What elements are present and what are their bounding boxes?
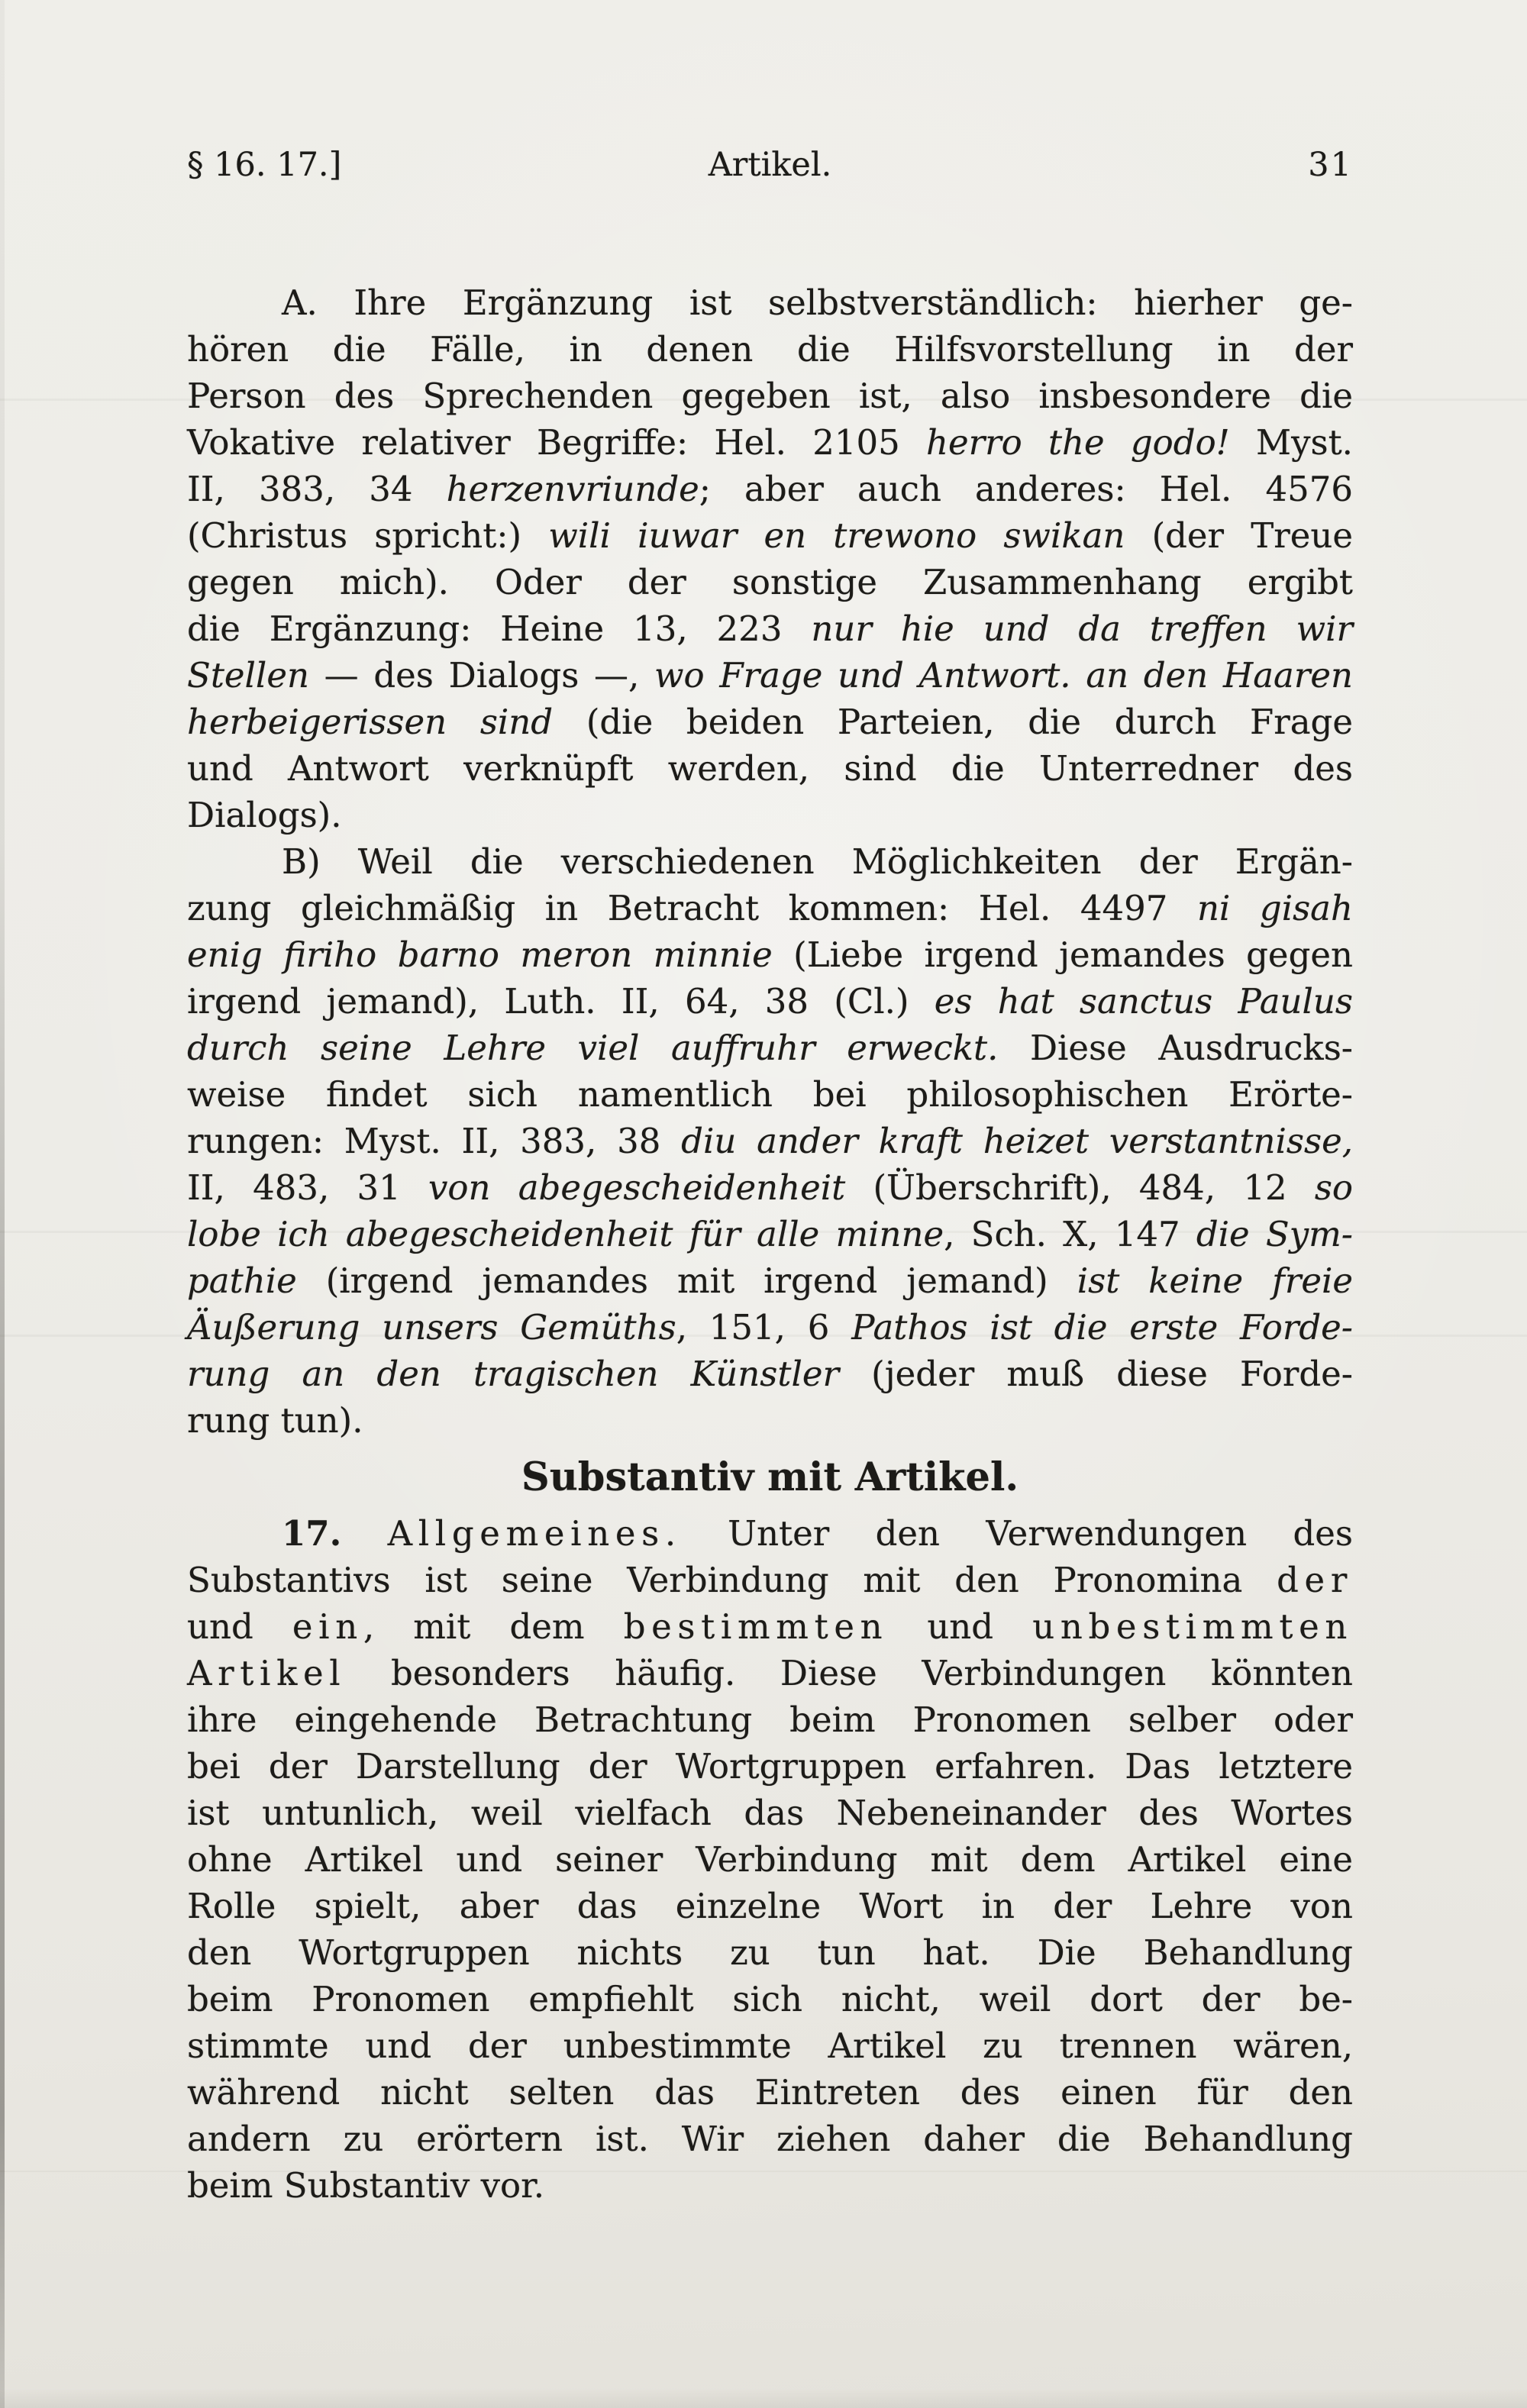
body-text-segment: rungen: Myst. II, 383, 38 bbox=[187, 1121, 682, 1161]
text-line bbox=[187, 1397, 1353, 1444]
body-text-segment: den Wortgruppen nichts zu tun hat. Die Behandlung bbox=[187, 1932, 1353, 1973]
body-text-segment: ohne Artikel und seiner Verbindung mit dem Artikel eine bbox=[187, 1839, 1353, 1880]
body-text-segment: , Sch. X, 147 bbox=[944, 1214, 1196, 1254]
body-text-segment: Allgemeines. bbox=[387, 1513, 682, 1554]
body-text-segment: während nicht selten das Eintreten des einen für den bbox=[187, 2072, 1353, 2113]
text-line bbox=[187, 1836, 1353, 1883]
body-text-segment: Vokative relativer Begriffe: Hel. 2105 bbox=[187, 422, 926, 463]
body-text-segment: bestimmten bbox=[623, 1606, 889, 1647]
text-line bbox=[187, 745, 1353, 792]
text-line bbox=[187, 1650, 1353, 1696]
text-line bbox=[187, 978, 1353, 1025]
quoted-citation-text: enig firiho barno meron minnie bbox=[187, 934, 773, 975]
body-text-segment: beim Substantiv vor. bbox=[187, 2165, 544, 2206]
text-line bbox=[187, 419, 1353, 466]
quoted-citation-text: ist keine freie bbox=[1077, 1260, 1353, 1301]
body-text-segment: — des Dialogs —, bbox=[308, 655, 655, 696]
body-text-segment: die Ergänzung: Heine 13, 223 bbox=[187, 608, 812, 649]
quoted-citation-text: die Sym- bbox=[1196, 1214, 1353, 1254]
body-text-segment: 17. bbox=[282, 1513, 342, 1554]
text-line bbox=[187, 1929, 1353, 1976]
paragraph-a bbox=[187, 279, 1353, 838]
body-text-segment: Artikel bbox=[187, 1653, 347, 1693]
text-line bbox=[187, 699, 1353, 745]
text-line bbox=[187, 2022, 1353, 2069]
text-line bbox=[187, 466, 1353, 512]
body-text-segment: II, 383, 34 bbox=[187, 469, 447, 509]
text-line bbox=[187, 512, 1353, 559]
text-line bbox=[187, 931, 1353, 978]
scan-bottom-shadow bbox=[0, 2388, 1527, 2408]
quoted-citation-text: diu ander kraft heizet verstantnisse, bbox=[681, 1121, 1354, 1161]
body-text-segment: (jeder muß diese Forde- bbox=[838, 1354, 1353, 1394]
text-line bbox=[187, 2069, 1353, 2116]
text-line bbox=[187, 1790, 1353, 1836]
text-line bbox=[187, 1743, 1353, 1790]
text-line bbox=[187, 1118, 1353, 1164]
body-text-segment: rung tun). bbox=[187, 1400, 363, 1441]
quoted-citation-text: von abegescheidenheit bbox=[428, 1167, 846, 1208]
body-text-segment: Substantivs ist seine Verbindung mit den Pronomina bbox=[187, 1560, 1277, 1600]
text-line bbox=[187, 1304, 1353, 1351]
body-text-segment: (die beiden Parteien, die durch Frage bbox=[553, 702, 1353, 742]
text-line bbox=[187, 792, 1353, 838]
text-line bbox=[187, 559, 1353, 605]
body-text-segment: stimmte und der unbestimmte Artikel zu trennen wären, bbox=[187, 2025, 1353, 2066]
text-line bbox=[187, 279, 1353, 326]
body-text-segment: II, 483, 31 bbox=[187, 1167, 428, 1208]
page-header bbox=[187, 145, 1353, 185]
body-text-segment: ; aber auch anderes: Hel. 4576 bbox=[699, 469, 1353, 509]
body-text-segment bbox=[341, 1513, 387, 1554]
body-text-segment: zung gleichmäßig in Betracht kommen: Hel. 4497 bbox=[187, 888, 1197, 928]
body-text-segment: (Christus spricht:) bbox=[187, 515, 549, 556]
body-text-segment: ein bbox=[292, 1606, 363, 1647]
body-text-segment: Myst. bbox=[1229, 422, 1353, 463]
text-line bbox=[187, 1603, 1353, 1650]
quoted-citation-text: Äußerung unsers Gemüths bbox=[187, 1307, 676, 1348]
quoted-citation-text: Pathos ist die erste Forde- bbox=[851, 1307, 1353, 1348]
running-title: Artikel. bbox=[708, 146, 832, 184]
body-text-segment: ist untunlich, weil vielfach das Nebeneinander des Wortes bbox=[187, 1793, 1353, 1833]
text-line bbox=[187, 605, 1353, 652]
body-text-segment: hören die Fälle, in denen die Hilfsvorstellung in der bbox=[187, 329, 1353, 370]
text-line bbox=[187, 2162, 1353, 2209]
text-line bbox=[187, 326, 1353, 373]
quoted-citation-text: Stellen bbox=[187, 655, 309, 696]
body-text-segment: und bbox=[888, 1606, 1033, 1647]
body-text-segment: Diese Ausdrucks- bbox=[998, 1028, 1354, 1068]
section-heading: Substantiv mit Artikel. bbox=[521, 1454, 1019, 1500]
body-text-segment: (Überschrift), 484, 12 bbox=[845, 1167, 1315, 1208]
body-text-segment: weise findet sich namentlich bei philosophischen Erörte- bbox=[187, 1074, 1353, 1115]
text-line bbox=[187, 2116, 1353, 2162]
quoted-citation-text: so bbox=[1314, 1167, 1353, 1208]
body-text-segment: bei der Darstellung der Wortgruppen erfahren. Das letztere bbox=[187, 1746, 1353, 1787]
quoted-citation-text: pathie bbox=[187, 1260, 297, 1301]
body-text-segment: Unter den Verwendungen des bbox=[681, 1513, 1353, 1554]
body-text-segment: (der Treue bbox=[1125, 515, 1353, 556]
body-text-segment: unbestimmten bbox=[1032, 1606, 1353, 1647]
body-text-segment: gegen mich). Oder der sonstige Zusammenhang ergibt bbox=[187, 562, 1353, 602]
text-line bbox=[187, 1696, 1353, 1743]
text-line bbox=[187, 652, 1353, 699]
text-line bbox=[187, 1025, 1353, 1071]
text-line bbox=[187, 1071, 1353, 1118]
body-text-segment: und Antwort verknüpft werden, sind die Unterredner des bbox=[187, 748, 1353, 789]
body-text-segment: Person des Sprechenden gegeben ist, also insbesondere die bbox=[187, 376, 1353, 416]
body-text-segment: A. Ihre Ergänzung ist selbstverständlich: hierher ge- bbox=[282, 282, 1353, 323]
body-text-segment: , 151, 6 bbox=[676, 1307, 852, 1348]
body-text-segment: besonders häufig. Diese Verbindungen könnten bbox=[346, 1653, 1353, 1693]
text-line bbox=[187, 1510, 1353, 1557]
quoted-citation-text: durch seine Lehre viel auffruhr erweckt. bbox=[187, 1028, 999, 1068]
text-line bbox=[187, 1976, 1353, 2022]
body-text-segment: irgend jemand), Luth. II, 64, 38 (Cl.) bbox=[187, 981, 935, 1022]
text-line bbox=[187, 1557, 1353, 1603]
text-line bbox=[187, 1883, 1353, 1929]
quoted-citation-text: herbeigerissen sind bbox=[187, 702, 554, 742]
text-line bbox=[187, 1164, 1353, 1211]
body-text-segment: B) Weil die verschiedenen Möglichkeiten der Ergän- bbox=[282, 841, 1353, 882]
text-line bbox=[187, 1257, 1353, 1304]
quoted-citation-text: lobe ich abegescheidenheit für alle minne bbox=[187, 1214, 944, 1254]
quoted-citation-text: es hat sanctus Paulus bbox=[934, 981, 1353, 1022]
body-text-segment: Dialogs). bbox=[187, 795, 342, 835]
quoted-citation-text: herzenvriunde bbox=[446, 469, 699, 509]
body-text-segment: und bbox=[187, 1606, 292, 1647]
body-text-segment: ihre eingehende Betrachtung beim Pronomen selber oder bbox=[187, 1699, 1353, 1740]
quoted-citation-text: rung an den tragischen Künstler bbox=[187, 1354, 839, 1394]
section-marker: § 16. 17.] bbox=[187, 146, 342, 184]
text-line bbox=[187, 1351, 1353, 1397]
body-text-segment: (irgend jemandes mit irgend jemand) bbox=[296, 1260, 1077, 1301]
paragraph-b bbox=[187, 838, 1353, 1444]
text-line bbox=[187, 373, 1353, 419]
quoted-citation-text: nur hie und da treffen wir bbox=[811, 608, 1353, 649]
text-block bbox=[187, 279, 1353, 2209]
text-line bbox=[187, 1211, 1353, 1257]
scan-left-edge-shadow bbox=[0, 0, 5, 2408]
quoted-citation-text: herro the godo! bbox=[925, 422, 1230, 463]
paragraph-17 bbox=[187, 1510, 1353, 2209]
body-text-segment: Rolle spielt, aber das einzelne Wort in der Lehre von bbox=[187, 1886, 1353, 1926]
quoted-citation-text: wo Frage und Antwort. an den Haaren bbox=[654, 655, 1353, 696]
text-line bbox=[187, 885, 1353, 931]
body-text-segment: der bbox=[1277, 1560, 1353, 1600]
body-text-segment: , mit dem bbox=[363, 1606, 624, 1647]
body-text-segment: beim Pronomen empfiehlt sich nicht, weil dort der be- bbox=[187, 1979, 1353, 2019]
quoted-citation-text: ni gisah bbox=[1196, 888, 1353, 928]
quoted-citation-text: wili iuwar en trewono swikan bbox=[548, 515, 1125, 556]
text-line bbox=[187, 838, 1353, 885]
body-text-segment: andern zu erörtern ist. Wir ziehen daher die Behandlung bbox=[187, 2119, 1353, 2159]
body-text-segment: (Liebe irgend jemandes gegen bbox=[772, 934, 1353, 975]
page-number: 31 bbox=[1308, 146, 1354, 184]
